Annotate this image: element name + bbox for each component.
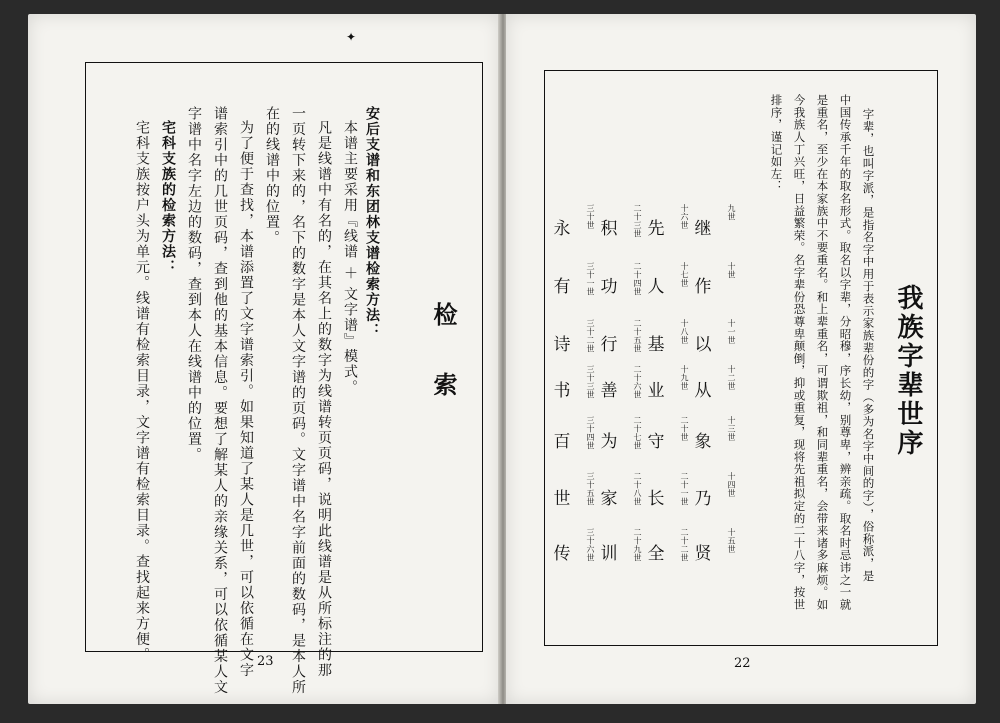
generation-label: 二十二世 [680, 528, 689, 562]
generation-name: 乃 [694, 489, 712, 509]
text-column: 一页转下来的，名下的数字是本人文字谱的页码。文字谱中名字前面的数码，是本人所 [290, 106, 306, 695]
generation-label: 三十六世 [586, 528, 595, 562]
generation-label: 十七世 [680, 262, 689, 288]
generation-label: 三十世 [586, 204, 595, 230]
generation-label: 二十三世 [633, 204, 642, 238]
generation-name: 传 [553, 544, 571, 564]
generation-name: 基 [647, 335, 665, 355]
generation-label: 二十六世 [633, 365, 642, 399]
generation-name: 为 [600, 432, 618, 452]
left-page [28, 14, 500, 704]
generation-label: 二十七世 [633, 416, 642, 450]
intro-column: 排序，谨记如左： [769, 94, 784, 193]
generation-name: 长 [647, 489, 665, 509]
generation-label: 二十四世 [633, 262, 642, 296]
generation-name: 守 [647, 432, 665, 452]
generation-name: 先 [647, 219, 665, 239]
generation-name: 永 [553, 219, 571, 239]
generation-name: 有 [553, 277, 571, 297]
generation-label: 十一世 [727, 319, 736, 345]
generation-label: 二十九世 [633, 528, 642, 562]
text-column: 宅科支族按户头为单元。线谱有检索目录，文字谱有检索目录。查找起来方便。 [134, 120, 150, 663]
intro-column: 中国传承千年的取名形式。取名以字辈，分昭穆，序长幼，别尊卑，辨亲疏。取名时忌讳之一就 [838, 94, 853, 611]
generation-label: 十八世 [680, 319, 689, 345]
generation-name: 积 [600, 219, 618, 239]
text-column: 安后支谱和东团林支谱检索方法： [364, 106, 380, 339]
title-char: 索 [429, 372, 458, 442]
generation-label: 十九世 [680, 365, 689, 391]
right-page [506, 14, 976, 704]
generation-name: 贤 [694, 544, 712, 564]
generation-label: 二十五世 [633, 319, 642, 353]
generation-name: 行 [600, 335, 618, 355]
generation-name: 训 [600, 544, 618, 564]
generation-name: 继 [694, 219, 712, 239]
generation-label: 三十二世 [586, 319, 595, 353]
generation-name: 以 [694, 335, 712, 355]
generation-label: 三十四世 [586, 416, 595, 450]
generation-label: 十五世 [727, 528, 736, 554]
generation-label: 三十五世 [586, 472, 595, 506]
generation-name: 功 [600, 277, 618, 297]
text-column: 为了便于查找，本谱添置了文字谱索引。如果知道了某人是几世，可以依循在文字 [238, 120, 254, 678]
generation-label: 二十一世 [680, 472, 689, 506]
intro-column: 是重名，至少在本家族中不要重名。和上辈重名，可谓欺祖，和同辈重名，会带来诸多麻烦。如 [815, 94, 830, 611]
left-page-title [426, 302, 461, 442]
text-column: 凡是线谱中有名的，在其名上的数字为线谱转页页码，说明此线谱是从所标注的那 [316, 120, 332, 678]
intro-column: 字辈，也叫字派，是指名字中用于表示家族辈份的字（多为名字中间的字），俗称派，是 [861, 108, 876, 582]
text-column: 宅科支族的检索方法： [160, 120, 176, 275]
generation-name: 书 [553, 381, 571, 401]
text-column: 字谱中名字左边的数码，查到本人在线谱中的位置。 [186, 106, 202, 463]
generation-label: 三十一世 [586, 262, 595, 296]
page-number: 22 [734, 656, 751, 671]
generation-name: 善 [600, 381, 618, 401]
text-column: 在的线谱中的位置。 [264, 106, 280, 246]
generation-label: 二十八世 [633, 472, 642, 506]
ink-mark: ✦ [346, 30, 357, 44]
generation-name: 作 [694, 277, 712, 297]
generation-label: 十四世 [727, 472, 736, 498]
generation-label: 三十三世 [586, 365, 595, 399]
generation-label: 十三世 [727, 416, 736, 442]
text-column: 谱索引中的几世页码，查到他的基本信息。要想了解某人的亲缘关系，可以依循某人文 [212, 106, 228, 695]
generation-name: 象 [694, 432, 712, 452]
generation-name: 百 [553, 432, 571, 452]
generation-label: 九世 [727, 204, 736, 221]
generation-name: 诗 [553, 335, 571, 355]
generation-label: 十二世 [727, 365, 736, 391]
text-column: 本谱主要采用『线谱 ＋ 文字谱』模式。 [342, 120, 358, 396]
generation-label: 十六世 [680, 204, 689, 230]
generation-name: 人 [647, 277, 665, 297]
page-number: 23 [257, 654, 274, 669]
generation-name: 家 [600, 489, 618, 509]
title-char: 检 [429, 302, 458, 372]
generation-name: 世 [553, 489, 571, 509]
generation-name: 业 [647, 381, 665, 401]
generation-label: 十世 [727, 262, 736, 279]
generation-name: 全 [647, 544, 665, 564]
intro-column: 今我族人丁兴旺，日益繁荣。名字辈份恐尊卑颠倒，抑或重复，现将先祖拟定的二十八字，按世 [792, 94, 807, 611]
right-page-title: 我族字辈世序 [893, 284, 923, 458]
generation-name: 从 [694, 381, 712, 401]
generation-label: 二十世 [680, 416, 689, 442]
